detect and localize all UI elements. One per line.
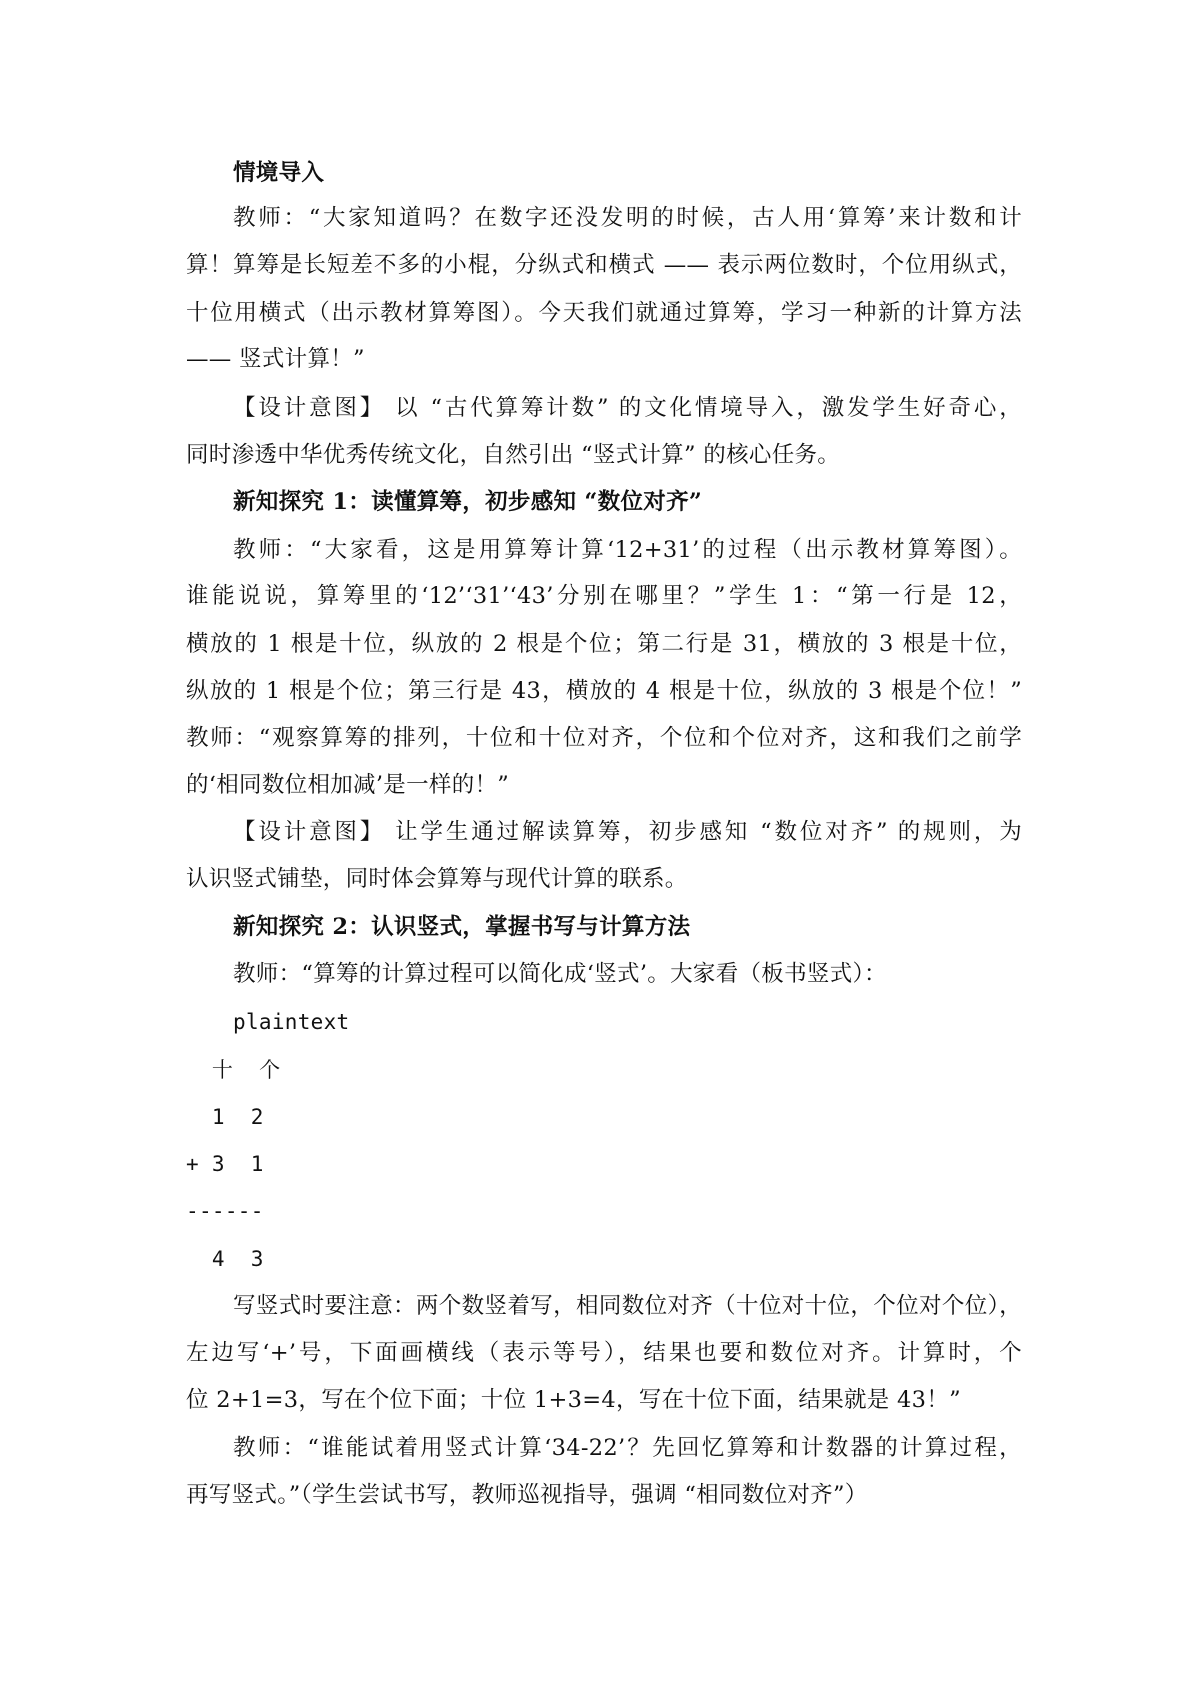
vertical-calc-result: 4 3: [186, 1247, 264, 1271]
paragraph-line: 谁能说说，算筹里的‘12’‘31’‘43’分别在哪里？”学生 1：“第一行是 12，: [186, 583, 1022, 609]
paragraph-line: 教师：“观察算筹的排列，十位和十位对齐，个位和个位对齐，这和我们之前学: [186, 725, 1022, 751]
paragraph-line: 教师：“大家看，这是用算筹计算‘12+31’的过程（出示教材算筹图）。: [233, 537, 1022, 563]
section-heading-explore-2: 新知探究 2：认识竖式，掌握书写与计算方法: [233, 914, 691, 940]
vertical-calc-place-header: 十 个: [186, 1058, 281, 1082]
paragraph-line: 横放的 1 根是十位，纵放的 2 根是个位；第二行是 31，横放的 3 根是十位，: [186, 631, 1022, 657]
vertical-calc-row: 1 2: [186, 1105, 264, 1129]
design-intent-line: 【设计意图】 让学生通过解读算筹，初步感知 “数位对齐” 的规则，为: [233, 819, 1022, 845]
paragraph-line: —— 竖式计算！”: [186, 346, 365, 372]
design-intent-line: 认识竖式铺垫，同时体会算筹与现代计算的联系。: [186, 866, 688, 892]
paragraph-line: 再写竖式。”（学生尝试书写，教师巡视指导，强调 “相同数位对齐”）: [186, 1482, 868, 1508]
paragraph-line: 教师：“谁能试着用竖式计算‘34-22’？先回忆算筹和计数器的计算过程，: [233, 1435, 1022, 1461]
design-intent-line: 同时渗透中华优秀传统文化，自然引出 “竖式计算” 的核心任务。: [186, 442, 841, 468]
paragraph-line: 十位用横式（出示教材算筹图）。今天我们就通过算筹，学习一种新的计算方法: [186, 300, 1022, 326]
paragraph-line: 教师：“算筹的计算过程可以简化成‘竖式’。大家看（板书竖式）：: [233, 961, 887, 987]
vertical-calc-rule: ------: [186, 1199, 264, 1223]
paragraph-line: 算！算筹是长短差不多的小棍，分纵式和横式 —— 表示两位数时，个位用纵式，: [186, 252, 1022, 278]
paragraph-line: 纵放的 1 根是个位；第三行是 43，横放的 4 根是十位，纵放的 3 根是个位！”: [186, 678, 1022, 704]
vertical-calc-row: + 3 1: [186, 1152, 264, 1176]
paragraph-line: 教师：“大家知道吗？在数字还没发明的时候，古人用‘算筹’来计数和计: [233, 205, 1022, 231]
design-intent-line: 【设计意图】 以 “古代算筹计数” 的文化情境导入，激发学生好奇心，: [233, 395, 1022, 421]
paragraph-line: 位 2+1=3，写在个位下面；十位 1+3=4，写在十位下面，结果就是 43！”: [186, 1387, 961, 1413]
paragraph-line: 的‘相同数位相加减’是一样的！”: [186, 772, 510, 798]
paragraph-line: 写竖式时要注意：两个数竖着写，相同数位对齐（十位对十位，个位对个位），: [233, 1293, 1022, 1319]
paragraph-line: 左边写‘+’号，下面画横线（表示等号），结果也要和数位对齐。计算时，个: [186, 1340, 1022, 1366]
code-label: plaintext: [233, 1010, 350, 1034]
section-heading-explore-1: 新知探究 1：读懂算筹，初步感知 “数位对齐”: [233, 489, 703, 515]
section-heading-intro: 情境导入: [233, 160, 325, 186]
